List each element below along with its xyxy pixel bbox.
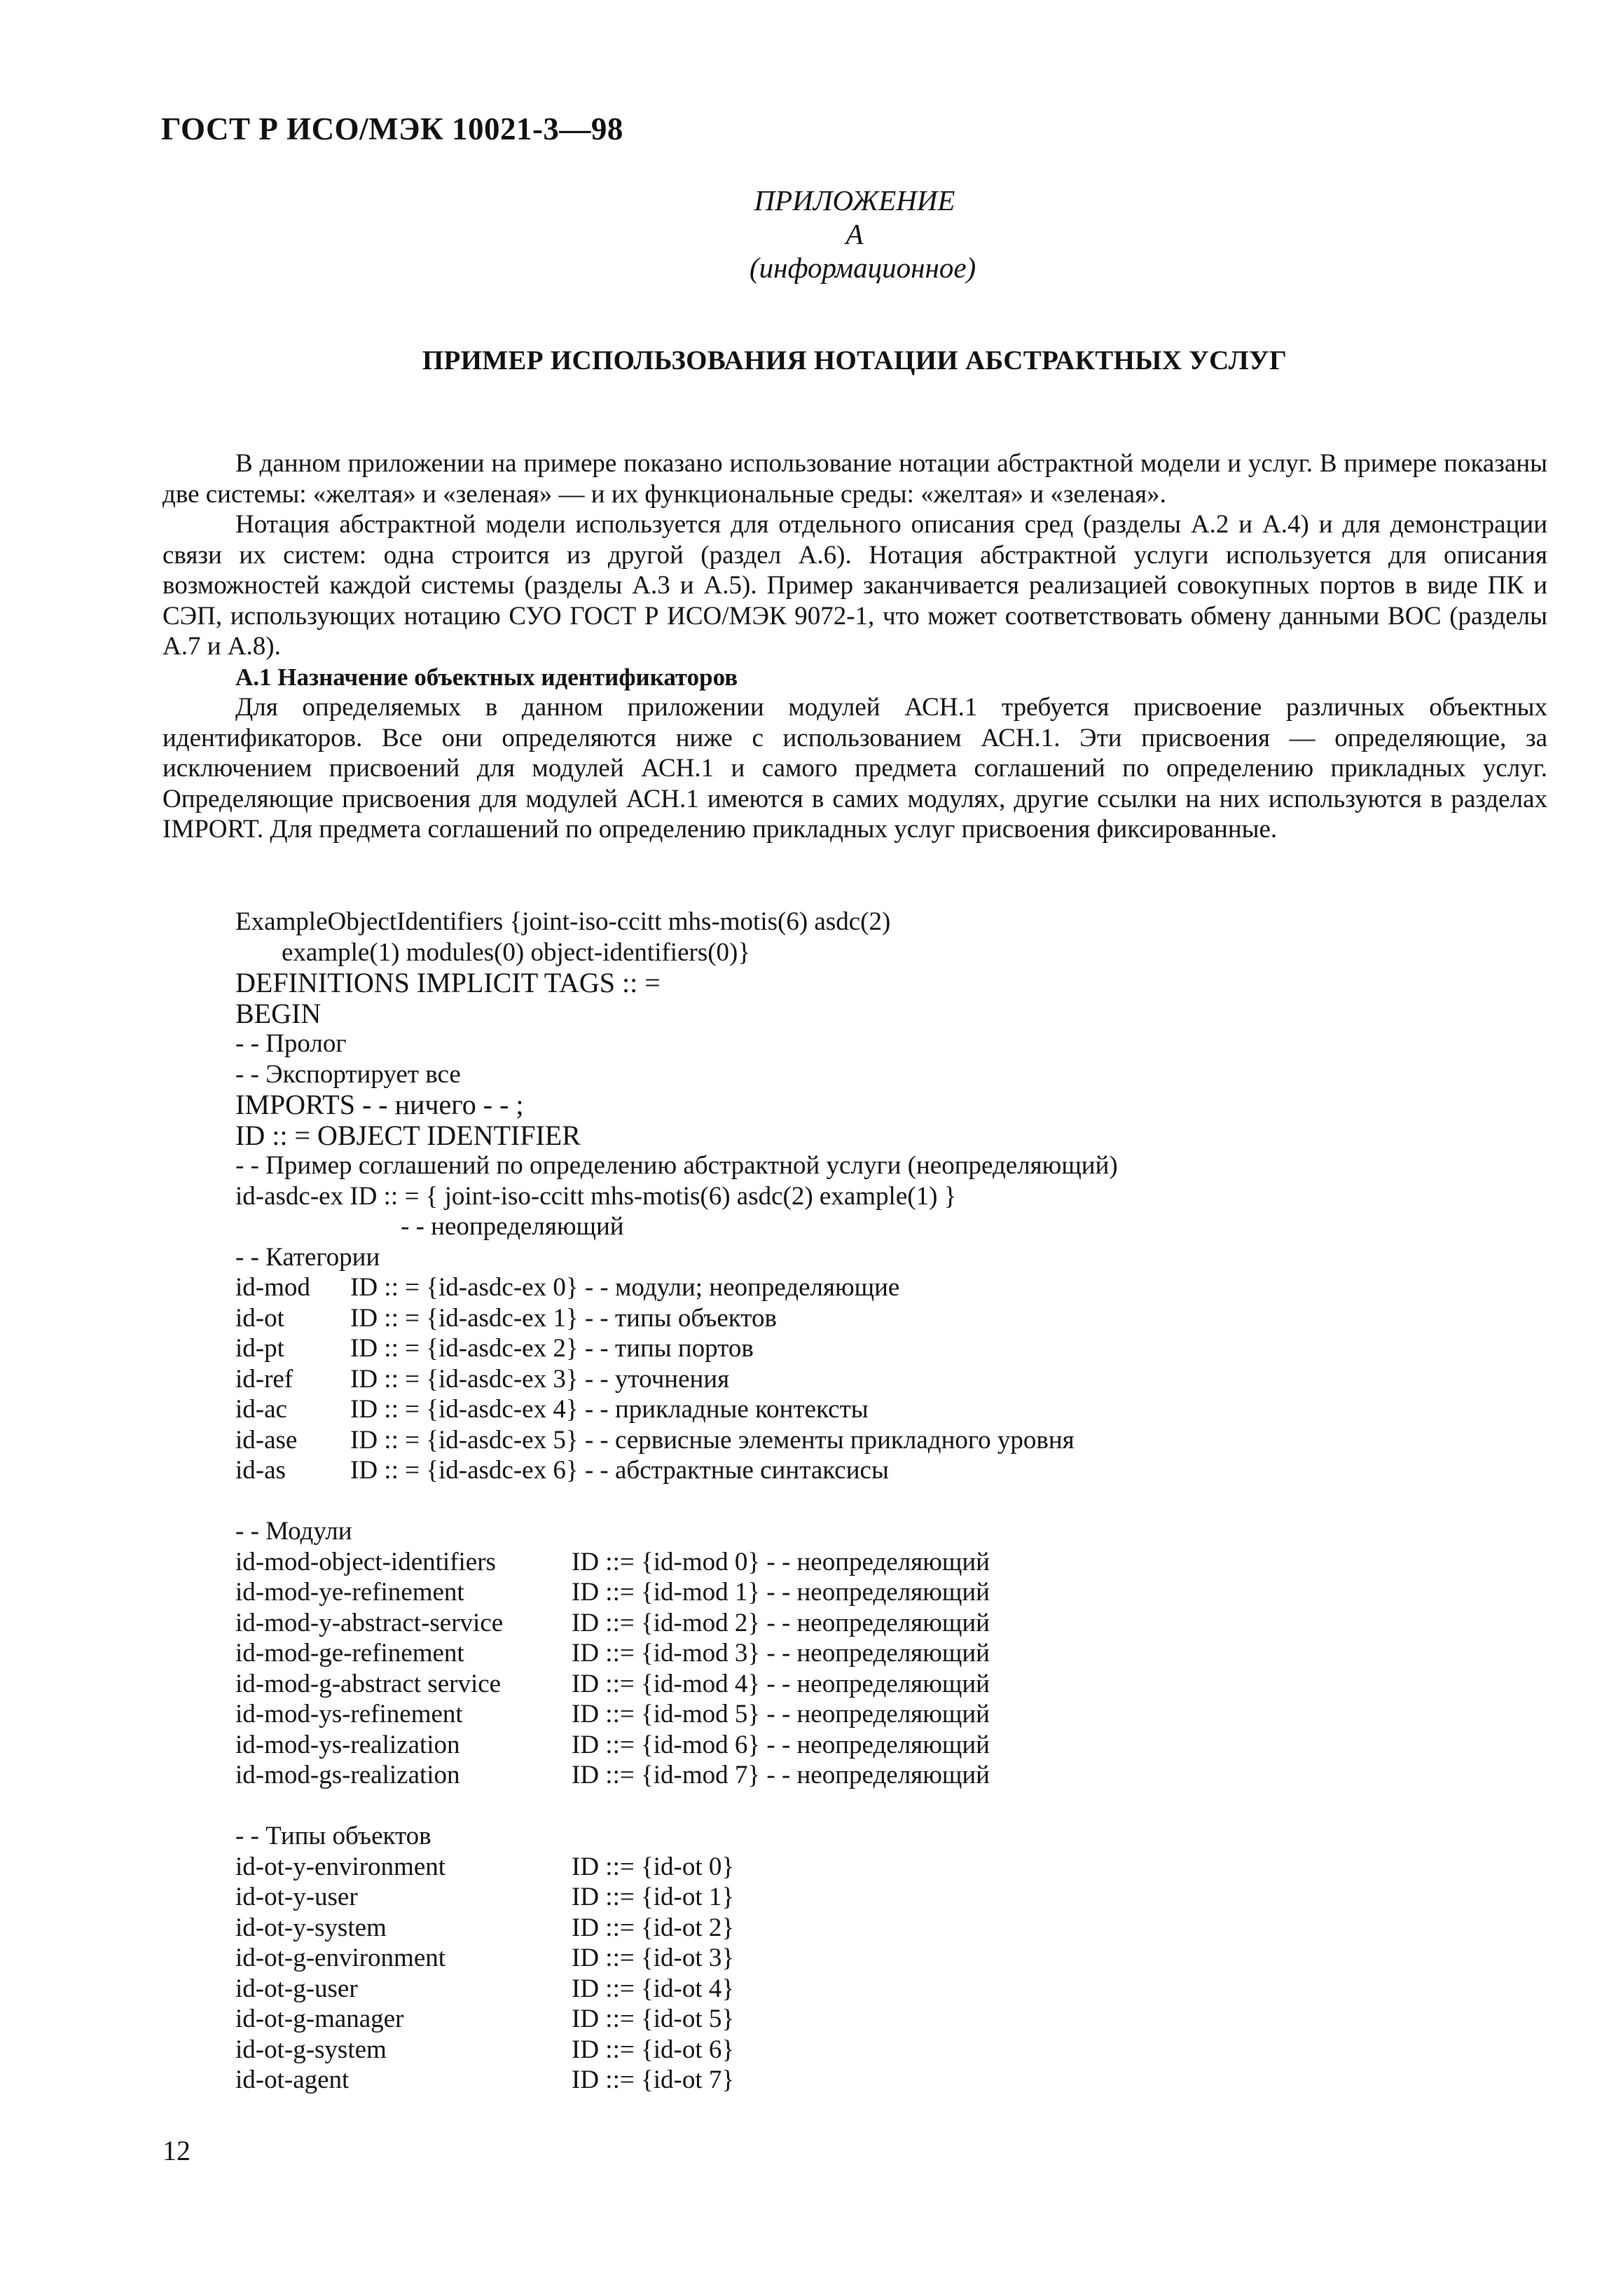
section-paragraph: Для определяемых в данном приложении модулей АСН.1 требуется присвоение различных объектных идентификаторов. Все они определяются ниже с использованием АСН.1. Эти присвоения — определяющие, за исключением присвоений для модулей АСН.1 и самого предмета соглашений по определению прикладных услуг. Определяющие присвоения для модулей АСН.1 имеются в самих модулях, другие ссылки на них используются в разделах IMPORT. Для предмета соглашений по определению прикладных услуг присвоения фиксированные. (163, 693, 1547, 844)
object-type-value: ID ::= {id-ot 2} (572, 1913, 735, 1942)
object-type-name: id-ot-y-environment (235, 1852, 446, 1881)
category-value: ID :: = {id-asdc-ex 4} - - прикладные контексты (350, 1395, 869, 1424)
category-row (235, 1303, 1118, 1334)
code-line: id-asdc-ex ID :: = { joint-iso-ccitt mhs-motis(6) asdc(2) example(1) } (235, 1181, 957, 1211)
category-name: id-ot (235, 1303, 284, 1333)
object-type-name: id-ot-g-system (235, 2035, 387, 2064)
annex-label (750, 184, 976, 284)
object-type-name: id-ot-g-environment (235, 1944, 446, 1972)
module-value: ID ::= {id-mod 4} - - неопределяющий (572, 1669, 990, 1698)
category-value: ID :: = {id-asdc-ex 0} - - модули; неопределяющие (350, 1273, 900, 1302)
module-value: ID ::= {id-mod 7} - - неопределяющий (572, 1761, 990, 1789)
category-row (235, 1394, 1118, 1425)
module-row (235, 1669, 1118, 1700)
category-row (235, 1425, 1118, 1456)
page-number: 12 (163, 2135, 191, 2166)
object-type-row (235, 2004, 1118, 2035)
object-type-value: ID ::= {id-ot 1} (572, 1883, 735, 1911)
module-name: id-mod-ye-refinement (235, 1578, 464, 1607)
module-value: ID ::= {id-mod 2} - - неопределяющий (572, 1608, 990, 1637)
category-value: ID :: = {id-asdc-ex 3} - - уточнения (350, 1364, 730, 1394)
module-row (235, 1577, 1118, 1608)
intro-paragraph: Нотация абстрактной модели используется для отдельного описания сред (разделы А.2 и А.4) и для демонстрации связи их систем: одна строится из другой (раздел А.6). Нотация абстрактной услуги используется для описания возможностей каждой системы (разделы А.3 и А.5). Пример заканчивается реализацией совокупных портов в виде ПК и СЭП, использующих нотацию СУО ГОСТ Р ИСО/МЭК 9072-1, что может соответствовать обмену данными ВОС (разделы А.7 и А.8). (163, 510, 1547, 661)
category-name: id-as (235, 1456, 286, 1485)
intro-paragraph: В данном приложении на примере показано использование нотации абстрактной модели и услуг. В примере показаны две системы: «желтая» и «зеленая» — и их функциональные среды: «желтая» и «зеленая». (163, 449, 1547, 509)
module-value: ID ::= {id-mod 0} - - неопределяющий (572, 1547, 990, 1576)
annex-title: ПРИЛОЖЕНИЕ А (754, 184, 955, 250)
code-line: example(1) modules(0) object-identifiers(0)} (282, 937, 751, 967)
code-line: ID :: = OBJECT IDENTIFIER (235, 1119, 581, 1151)
module-row (235, 1547, 1118, 1578)
module-value: ID ::= {id-mod 6} - - неопределяющий (572, 1730, 990, 1759)
category-row (235, 1272, 1118, 1303)
object-type-row (235, 1943, 1118, 1974)
module-row (235, 1730, 1118, 1761)
object-type-name: id-ot-y-user (235, 1883, 358, 1911)
code-comment: - - Пример соглашений по определению абстрактной услуги (неопределяющий) (235, 1151, 1118, 1180)
category-name: id-mod (235, 1273, 310, 1302)
code-line: DEFINITIONS IMPLICIT TAGS :: = (235, 967, 661, 998)
object-type-row (235, 1882, 1118, 1913)
module-value: ID ::= {id-mod 5} - - неопределяющий (572, 1700, 990, 1728)
module-name: id-mod-gs-realization (235, 1761, 460, 1789)
object-type-value: ID ::= {id-ot 5} (572, 2005, 735, 2033)
module-value: ID ::= {id-mod 1} - - неопределяющий (572, 1578, 990, 1607)
module-name: id-mod-ge-refinement (235, 1639, 464, 1668)
category-value: ID :: = {id-asdc-ex 5} - - сервисные элементы прикладного уровня (350, 1425, 1075, 1455)
module-name: id-mod-y-abstract-service (235, 1608, 504, 1637)
category-name: id-pt (235, 1334, 284, 1363)
code-comment: - - неопределяющий (401, 1212, 624, 1241)
spacer (235, 1486, 1118, 1517)
category-name: id-ref (235, 1364, 293, 1394)
category-row (235, 1455, 1118, 1486)
module-name: id-mod-ys-realization (235, 1730, 460, 1759)
categories-title: - - Категории (235, 1242, 380, 1272)
category-name: id-ac (235, 1395, 287, 1424)
section-title: А.1 Назначение объектных идентификаторов (235, 663, 738, 691)
module-row (235, 1760, 1118, 1791)
category-row (235, 1333, 1118, 1364)
object-type-row (235, 1852, 1118, 1883)
module-name: id-mod-object-identifiers (235, 1547, 496, 1576)
module-name: id-mod-g-abstract service (235, 1669, 502, 1698)
module-row (235, 1608, 1118, 1639)
code-comment: - - Экспортирует все (235, 1059, 461, 1089)
category-name: id-ase (235, 1425, 298, 1455)
body-text (163, 448, 1547, 845)
category-row (235, 1364, 1118, 1395)
code-comment: - - Пролог (235, 1029, 347, 1058)
category-value: ID :: = {id-asdc-ex 1} - - типы объектов (350, 1303, 777, 1333)
object-type-row (235, 1974, 1118, 2005)
object-type-value: ID ::= {id-ot 7} (572, 2065, 735, 2094)
modules-title: - - Модули (235, 1517, 352, 1546)
object-type-value: ID ::= {id-ot 4} (572, 1974, 735, 2003)
spacer (235, 1791, 1118, 1822)
object-type-name: id-ot-g-manager (235, 2005, 404, 2033)
object-type-row (235, 1913, 1118, 1944)
object-type-name: id-ot-agent (235, 2065, 350, 2094)
object-type-name: id-ot-g-user (235, 1974, 358, 2003)
code-line: IMPORTS - - ничего - - ; (235, 1089, 524, 1120)
module-row (235, 1638, 1118, 1669)
module-row (235, 1699, 1118, 1730)
annex-type: (информационное) (750, 252, 976, 284)
object-type-row (235, 2035, 1118, 2065)
object-type-value: ID ::= {id-ot 6} (572, 2035, 735, 2064)
asn1-listing (235, 907, 1118, 2096)
page-title: ПРИМЕР ИСПОЛЬЗОВАНИЯ НОТАЦИИ АБСТРАКТНЫХ УСЛУГ (422, 345, 1287, 376)
module-value: ID ::= {id-mod 3} - - неопределяющий (572, 1639, 990, 1668)
document-code: ГОСТ Р ИСО/МЭК 10021-3—98 (161, 111, 623, 146)
object-type-value: ID ::= {id-ot 3} (572, 1944, 735, 1972)
module-name: id-mod-ys-refinement (235, 1700, 463, 1728)
object-types-title: - - Типы объектов (235, 1822, 431, 1850)
code-line: ExampleObjectIdentifiers {joint-iso-ccitt mhs-motis(6) asdc(2) (235, 907, 891, 936)
object-type-row (235, 2065, 1118, 2096)
object-type-value: ID ::= {id-ot 0} (572, 1852, 735, 1881)
category-value: ID :: = {id-asdc-ex 2} - - типы портов (350, 1334, 754, 1363)
category-value: ID :: = {id-asdc-ex 6} - - абстрактные синтаксисы (350, 1456, 889, 1485)
code-line: BEGIN (235, 997, 322, 1029)
object-type-name: id-ot-y-system (235, 1913, 387, 1942)
